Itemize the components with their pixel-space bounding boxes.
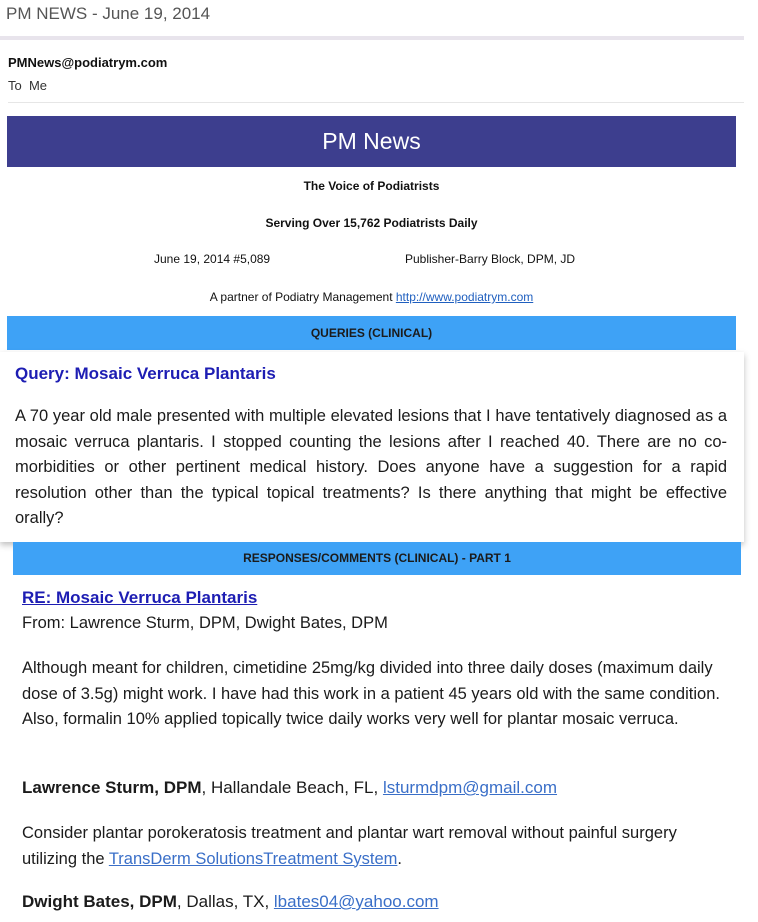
signature-bates-name: Dwight Bates, DPM <box>22 892 177 911</box>
response-title-link[interactable]: RE: Mosaic Verruca Plantaris <box>22 588 258 607</box>
newsletter-tagline: The Voice of Podiatrists <box>303 179 440 193</box>
queries-section-header: QUERIES (CLINICAL) <box>7 316 736 350</box>
response-paragraph-1: Although meant for children, cimetidine 25mg/kg divided into three daily doses (maximum daily dose of 3.5g) might work. I have had this work in a patient 45 years old with the same condition. Also, formalin 10% applied topically twice daily works very well for plantar mosaic verruca. <box>22 659 720 728</box>
partner-text: A partner of Podiatry Management <box>209 290 396 304</box>
partner-line <box>7 290 736 304</box>
recipient-line: To Me <box>8 78 48 93</box>
responses-section-header: RESPONSES/COMMENTS (CLINICAL) - PART 1 <box>13 542 741 575</box>
issue-info: June 19, 2014 #5,089 <box>154 252 271 266</box>
signature-bates-location: , Dallas, TX, <box>176 892 274 911</box>
publisher-info: Publisher-Barry Block, DPM, JD <box>405 252 576 266</box>
signature-bates <box>22 892 439 912</box>
signature-bates-email[interactable]: lbates04@yahoo.com <box>273 892 439 911</box>
partner-link[interactable]: http://www.podiatrym.com <box>395 290 534 304</box>
response-paragraph-2-start: Consider plantar porokeratosis treatment and plantar wart removal without painful surgery utilizing the <box>22 824 677 868</box>
sender-address[interactable]: PMNews@podiatrym.com <box>8 55 168 70</box>
query-title: Query: Mosaic Verruca Plantaris <box>15 364 276 383</box>
response-paragraph-2 <box>22 821 722 872</box>
signature-sturm-name: Lawrence Sturm, DPM <box>22 778 202 797</box>
newsletter-banner: PM News <box>7 116 736 167</box>
response-from-line: From: Lawrence Sturm, DPM, Dwight Bates, DPM <box>22 614 388 632</box>
signature-sturm-email[interactable]: lsturmdpm@gmail.com <box>382 778 558 797</box>
query-body: A 70 year old male presented with multiple elevated lesions that I have tentatively diagnosed as a mosaic verruca plantaris. I stopped counting the lesions after I reached 40. There are no co-morbidities or other pertinent medical history. Does anyone have a suggestion for a rapid resolution other than the typical topical treatments? Is there anything that might be effective orally? <box>15 407 727 527</box>
header-divider <box>8 102 744 103</box>
response-paragraph-2-end: . <box>397 849 402 868</box>
signature-sturm-location: , Hallandale Beach, FL, <box>201 778 383 797</box>
subject-divider <box>0 36 744 40</box>
transderm-link[interactable]: TransDerm SolutionsTreatment System <box>108 849 398 868</box>
newsletter-reach: Serving Over 15,762 Podiatrists Daily <box>265 216 478 230</box>
signature-sturm <box>22 778 557 798</box>
email-subject: PM NEWS - June 19, 2014 <box>6 4 211 23</box>
